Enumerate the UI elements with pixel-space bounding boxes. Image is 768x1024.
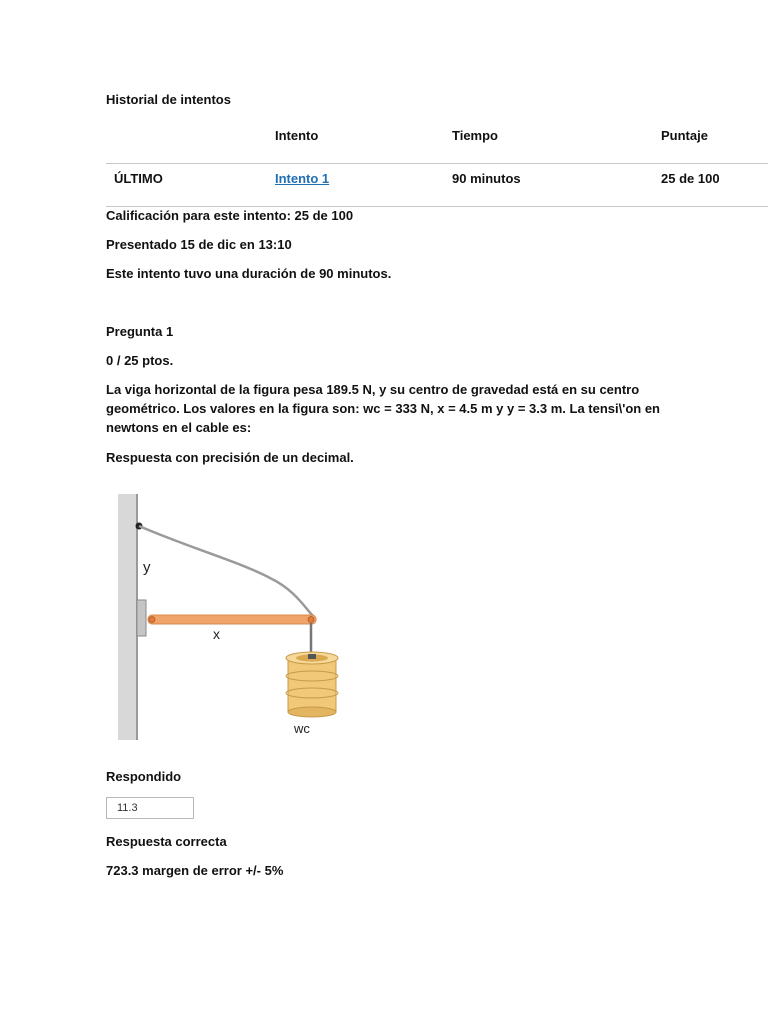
- question-instruction: Respuesta con precisión de un decimal.: [106, 450, 354, 465]
- question-title: Pregunta 1: [106, 324, 174, 339]
- duration-text: Este intento tuvo una duración de 90 minutos.: [106, 266, 392, 281]
- beam: [148, 615, 316, 624]
- submitted-text: Presentado 15 de dic en 13:10: [106, 237, 292, 252]
- label-wc: wc: [294, 721, 310, 736]
- table-bottom-divider: [106, 206, 768, 207]
- beam-diagram: [110, 490, 360, 745]
- wall: [118, 494, 138, 740]
- grade-text: Calificación para este intento: 25 de 100: [106, 208, 354, 223]
- answered-label: Respondido: [106, 769, 182, 784]
- table-top-divider: [106, 163, 768, 164]
- column-header-score: Puntaje: [661, 128, 708, 143]
- cable: [139, 526, 314, 617]
- hinge-bracket: [137, 600, 146, 636]
- attempt-link[interactable]: Intento 1: [275, 171, 330, 186]
- question-points: 0 / 25 ptos.: [106, 353, 174, 368]
- label-x: x: [213, 626, 220, 642]
- row-score: 25 de 100: [661, 171, 720, 186]
- column-header-attempt: Intento: [275, 128, 319, 143]
- column-header-time: Tiempo: [452, 128, 498, 143]
- label-y: y: [143, 559, 151, 576]
- correct-answer-value: 723.3 margen de error +/- 5%: [106, 863, 284, 878]
- answer-field[interactable]: 11.3: [106, 797, 194, 819]
- barrel-weight: [286, 652, 338, 717]
- history-title: Historial de intentos: [106, 92, 231, 107]
- row-time: 90 minutos: [452, 171, 521, 186]
- question-text: La viga horizontal de la figura pesa 189.5 N, y su centro de gravedad está en su centro geométrico. Los valores en la figura son: wc = 333 N, x = 4.5 m y y = 3.3 m. La tensi\'on en newtons en el cable es:: [106, 382, 660, 435]
- row-label: ÚLTIMO: [114, 171, 163, 186]
- correct-answer-label: Respuesta correcta: [106, 834, 227, 849]
